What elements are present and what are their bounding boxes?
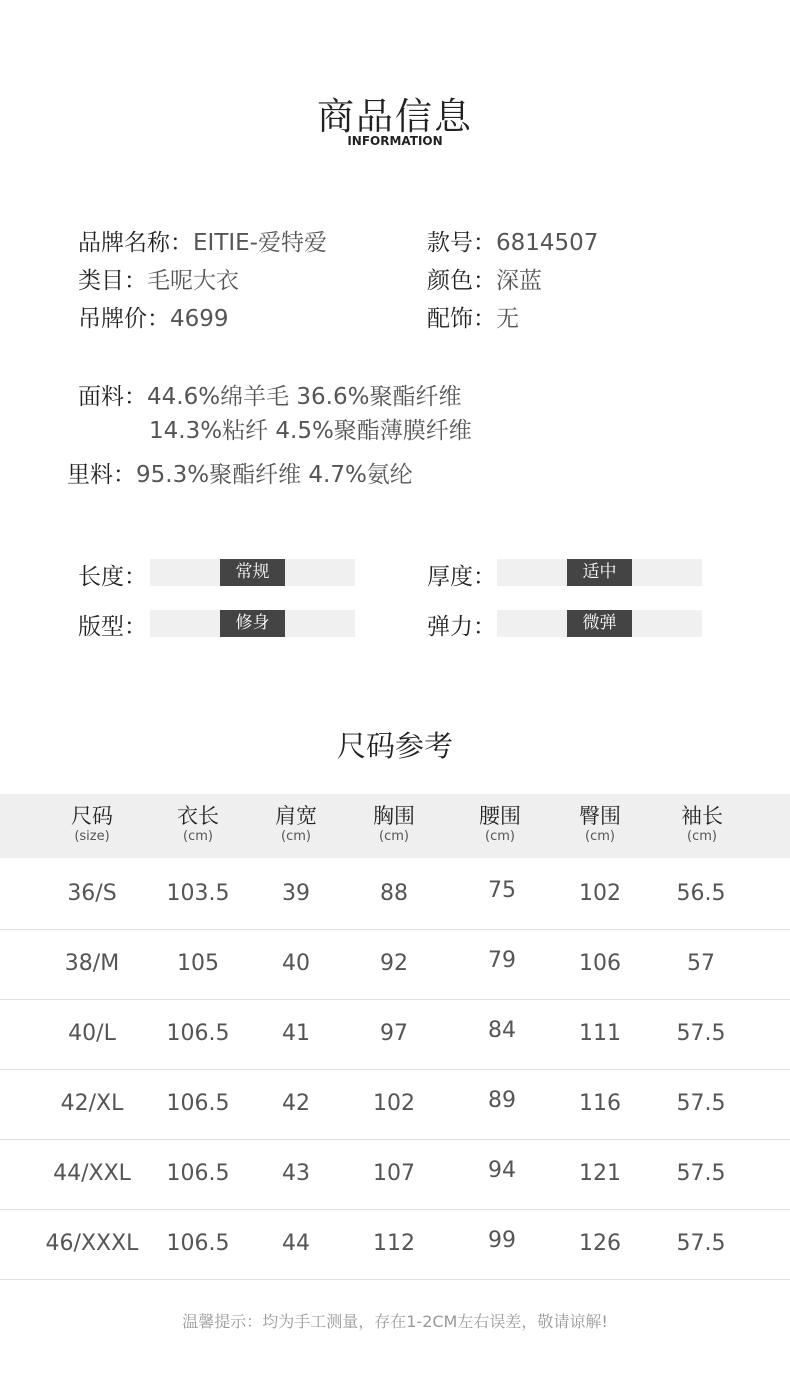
hip-cell: 106 bbox=[579, 951, 621, 976]
sleeve-cell: 57.5 bbox=[676, 1161, 726, 1186]
col-chest: 胸围 (cm) bbox=[373, 804, 415, 844]
chest-cell: 88 bbox=[380, 881, 408, 906]
table-row bbox=[0, 999, 790, 1070]
chest-cell: 97 bbox=[380, 1021, 408, 1046]
lining-row bbox=[67, 456, 413, 489]
chest-cell: 102 bbox=[373, 1091, 415, 1116]
thickness-bar bbox=[497, 559, 702, 586]
color-row bbox=[427, 262, 542, 295]
style-no-label: 款号： bbox=[427, 230, 496, 256]
waist-cell: 89 bbox=[488, 1088, 516, 1113]
table-row bbox=[0, 929, 790, 1000]
hip-cell: 111 bbox=[579, 1021, 621, 1046]
waist-cell: 99 bbox=[488, 1228, 516, 1253]
fabric-row bbox=[78, 378, 461, 411]
hip-cell: 126 bbox=[579, 1231, 621, 1256]
size-table-header bbox=[0, 794, 790, 858]
sleeve-cell: 57 bbox=[687, 951, 715, 976]
size-cell: 38/M bbox=[64, 951, 120, 976]
table-row bbox=[0, 1209, 790, 1280]
length-cell: 103.5 bbox=[166, 881, 230, 906]
fit-label: 版型： bbox=[78, 614, 147, 640]
col-sleeve: 袖长 (cm) bbox=[681, 804, 723, 844]
table-row bbox=[0, 1139, 790, 1210]
size-cell: 46/XXXL bbox=[45, 1231, 139, 1256]
length-cell: 106.5 bbox=[166, 1231, 230, 1256]
accessory-value: 无 bbox=[496, 306, 519, 332]
accessory-row bbox=[427, 300, 519, 333]
col-size: 尺码 (size) bbox=[71, 804, 113, 844]
price-value: 4699 bbox=[170, 306, 229, 332]
fit-bar bbox=[150, 610, 355, 637]
chest-cell: 107 bbox=[373, 1161, 415, 1186]
category-label: 类目： bbox=[78, 268, 147, 294]
length-cell: 106.5 bbox=[166, 1161, 230, 1186]
category-row bbox=[78, 262, 239, 295]
page-subtitle: INFORMATION bbox=[347, 134, 443, 148]
sleeve-cell: 57.5 bbox=[676, 1021, 726, 1046]
size-cell: 36/S bbox=[67, 881, 117, 906]
thickness-label: 厚度： bbox=[427, 564, 496, 590]
brand-label: 品牌名称： bbox=[78, 230, 193, 256]
shoulder-cell: 40 bbox=[282, 951, 310, 976]
accessory-label: 配饰： bbox=[427, 306, 496, 332]
length-cell: 106.5 bbox=[166, 1091, 230, 1116]
brand-value: EITIE-爱特爱 bbox=[193, 230, 327, 256]
style-no-row bbox=[427, 224, 598, 257]
elasticity-bar bbox=[497, 610, 702, 637]
hip-cell: 102 bbox=[579, 881, 621, 906]
shoulder-cell: 39 bbox=[282, 881, 310, 906]
size-cell: 42/XL bbox=[60, 1091, 124, 1116]
col-length: 衣长 (cm) bbox=[177, 804, 219, 844]
lining-label: 里料： bbox=[67, 462, 136, 488]
col-hip: 臀围 (cm) bbox=[579, 804, 621, 844]
thickness-tag: 适中 bbox=[567, 559, 632, 586]
length-cell: 106.5 bbox=[166, 1021, 230, 1046]
lining-value: 95.3%聚酯纤维 4.7%氨纶 bbox=[136, 462, 413, 488]
table-row bbox=[0, 859, 790, 930]
category-value: 毛呢大衣 bbox=[147, 268, 239, 294]
chest-cell: 112 bbox=[373, 1231, 415, 1256]
hip-cell: 121 bbox=[579, 1161, 621, 1186]
sleeve-cell: 56.5 bbox=[676, 881, 726, 906]
size-chart-title: 尺码参考 bbox=[336, 729, 453, 763]
col-waist: 腰围 (cm) bbox=[479, 804, 521, 844]
elasticity-label: 弹力： bbox=[427, 614, 496, 640]
waist-cell: 94 bbox=[488, 1158, 516, 1183]
waist-cell: 84 bbox=[488, 1018, 516, 1043]
size-cell: 40/L bbox=[68, 1021, 116, 1046]
shoulder-cell: 41 bbox=[282, 1021, 310, 1046]
table-row bbox=[0, 1069, 790, 1140]
waist-cell: 75 bbox=[488, 878, 516, 903]
fabric-label: 面料： bbox=[78, 384, 147, 410]
shoulder-cell: 42 bbox=[282, 1091, 310, 1116]
col-shoulder: 肩宽 (cm) bbox=[275, 804, 317, 844]
measurement-note: 温馨提示：均为手工测量，存在1-2CM左右误差，敬请谅解! bbox=[182, 1312, 608, 1331]
color-value: 深蓝 bbox=[496, 268, 542, 294]
shoulder-cell: 44 bbox=[282, 1231, 310, 1256]
chest-cell: 92 bbox=[380, 951, 408, 976]
fabric-line-1: 44.6%绵羊毛 36.6%聚酯纤维 bbox=[147, 384, 462, 410]
sleeve-cell: 57.5 bbox=[676, 1231, 726, 1256]
fit-tag: 修身 bbox=[220, 610, 285, 637]
length-label: 长度： bbox=[78, 564, 147, 590]
price-row bbox=[78, 300, 229, 333]
length-bar bbox=[150, 559, 355, 586]
fabric-line-2: 14.3%粘纤 4.5%聚酯薄膜纤维 bbox=[149, 418, 472, 444]
waist-cell: 79 bbox=[488, 948, 516, 973]
size-cell: 44/XXL bbox=[53, 1161, 131, 1186]
length-tag: 常规 bbox=[220, 559, 285, 586]
style-no-value: 6814507 bbox=[496, 230, 599, 256]
price-label: 吊牌价： bbox=[78, 306, 170, 332]
length-cell: 105 bbox=[177, 951, 219, 976]
brand-row bbox=[78, 224, 327, 257]
hip-cell: 116 bbox=[579, 1091, 621, 1116]
color-label: 颜色： bbox=[427, 268, 496, 294]
sleeve-cell: 57.5 bbox=[676, 1091, 726, 1116]
shoulder-cell: 43 bbox=[282, 1161, 310, 1186]
page-title: 商品信息 bbox=[317, 95, 473, 138]
elasticity-tag: 微弹 bbox=[567, 610, 632, 637]
